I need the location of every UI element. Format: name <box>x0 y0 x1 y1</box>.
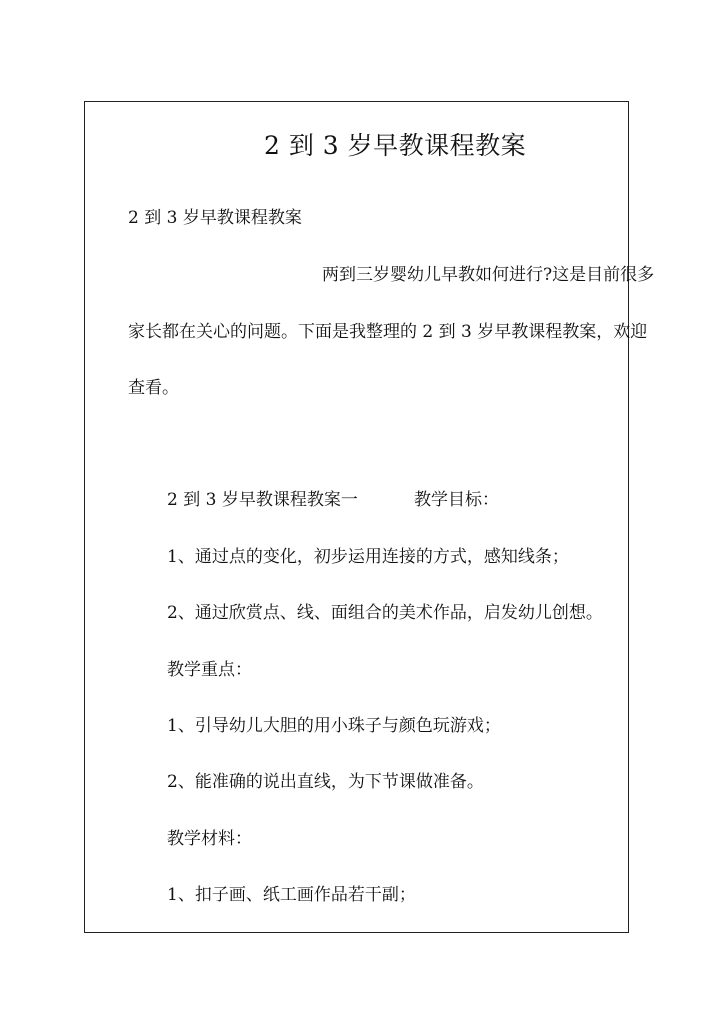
material-item: 1、扣子画、纸工画作品若干副； <box>167 885 416 905</box>
objective-item: 2、通过欣赏点、线、面组合的美术作品，启发幼儿创想。 <box>167 603 603 623</box>
document-subtitle: 2 到 3 岁早教课程教案 <box>128 208 302 228</box>
key-points-label: 教学重点： <box>167 660 252 680</box>
document-title: 2 到 3 岁早教课程教案 <box>264 131 527 160</box>
key-point-item: 1、引导幼儿大胆的用小珠子与颜色玩游戏； <box>167 716 501 736</box>
objective-item: 1、通过点的变化，初步运用连接的方式，感知线条； <box>167 547 569 567</box>
materials-label: 教学材料： <box>167 829 252 849</box>
key-point-item: 2、能准确的说出直线，为下节课做准备。 <box>167 772 484 792</box>
objectives-label: 教学目标： <box>414 490 499 510</box>
section-heading: 2 到 3 岁早教课程教案一 <box>167 490 358 510</box>
intro-line-1: 两到三岁婴幼儿早教如何进行?这是目前很多 <box>322 265 655 285</box>
intro-line-3: 查看。 <box>128 378 179 398</box>
intro-line-2: 家长都在关心的问题。下面是我整理的 2 到 3 岁早教课程教案，欢迎 <box>128 322 648 342</box>
